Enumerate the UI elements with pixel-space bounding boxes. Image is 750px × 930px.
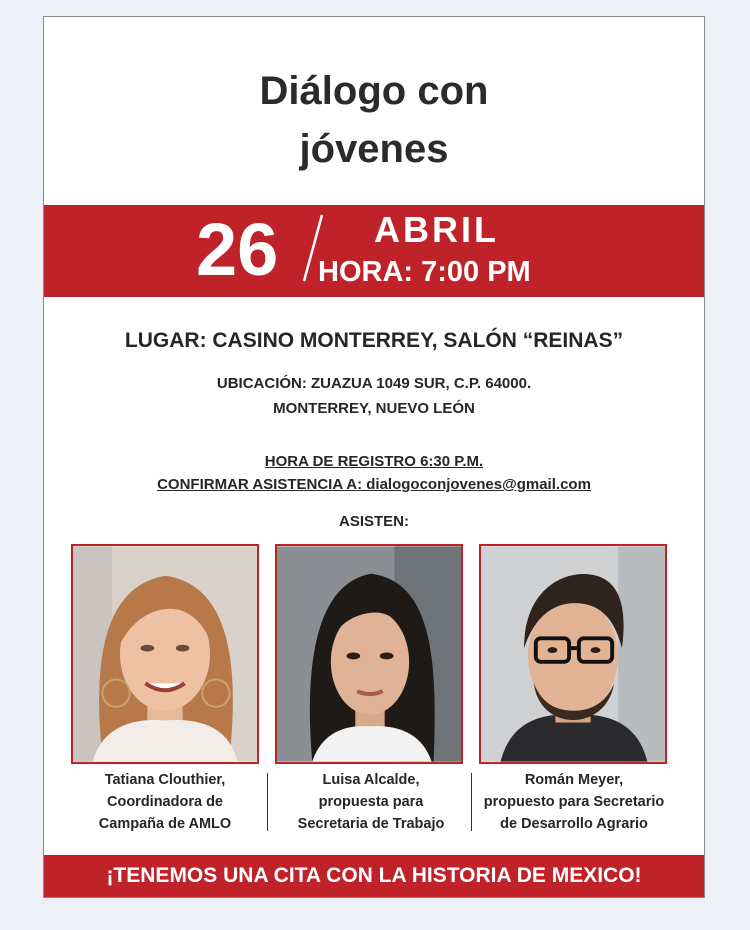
portrait-woman-icon — [73, 546, 257, 762]
attendee-photo-1 — [71, 544, 259, 764]
attendee-caption-1 — [65, 769, 265, 835]
attendee-role-line-2: de Desarrollo Agrario — [500, 816, 648, 832]
attendee-role-line-2: Campaña de AMLO — [98, 816, 232, 832]
venue-address-line-1: UBICACIÓN: ZUAZUA 1049 SUR, C.P. 64000. — [216, 375, 532, 392]
event-flyer — [43, 16, 705, 898]
event-month: ABRIL — [374, 209, 499, 250]
attendee-role-line-1: Coordinadora de — [106, 794, 223, 810]
attendees-heading: ASISTEN: — [338, 513, 409, 530]
attendee-name: Tatiana Clouthier, — [104, 772, 226, 788]
event-time: HORA: 7:00 PM — [318, 256, 531, 288]
registration-time: HORA DE REGISTRO 6:30 P.M. — [264, 453, 484, 470]
attendee-role-line-2: Secretaria de Trabajo — [297, 816, 445, 832]
flyer-title-line-2: jóvenes — [299, 127, 449, 171]
flyer-title-line-1: Diálogo con — [259, 69, 489, 113]
venue-address-line-2: MONTERREY, NUEVO LEÓN — [273, 400, 475, 417]
date-band — [44, 205, 704, 297]
attendee-caption-3 — [474, 769, 674, 835]
portrait-man-glasses-icon — [481, 546, 665, 762]
attendee-role-line-1: propuesta para — [318, 794, 424, 810]
attendee-caption-2 — [271, 769, 471, 835]
attendee-name: Luisa Alcalde, — [322, 772, 420, 788]
caption-divider — [471, 773, 472, 831]
caption-divider — [267, 773, 268, 831]
venue-name: LUGAR: CASINO MONTERREY, SALÓN “REINAS” — [124, 329, 624, 352]
rsvp-contact[interactable]: CONFIRMAR ASISTENCIA A: dialogoconjovenes@gmail.com — [157, 476, 591, 493]
attendee-role-line-1: propuesto para Secretario — [483, 794, 665, 810]
portrait-young-woman-icon — [277, 546, 461, 762]
attendee-photo-2 — [275, 544, 463, 764]
event-day: 26 — [196, 208, 279, 291]
attendee-photo-3 — [479, 544, 667, 764]
footer-slogan-band: ¡TENEMOS UNA CITA CON LA HISTORIA DE MEXICO! — [44, 855, 704, 897]
attendee-name: Román Meyer, — [524, 772, 624, 788]
